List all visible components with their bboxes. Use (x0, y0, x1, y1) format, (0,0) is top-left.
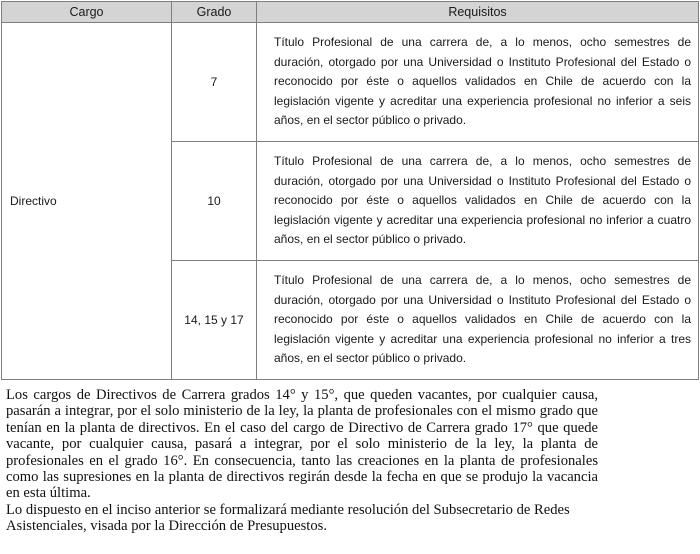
requisito-cell: Título Profesional de una carrera de, a lo menos, ocho semestres de duración, otorgado por una Universidad o Instituto Profesional del Estado o reconocido por éste o aquellos validados en Chile de acuerdo con la legislación vigente y acreditar una experiencia profesional no inferior a cuatro años, en el sector público o privado. (257, 142, 699, 261)
requisito-cell: Título Profesional de una carrera de, a lo menos, ocho semestres de duración, otorgado por una Universidad o Instituto Profesional del Estado o reconocido por éste o aquellos validados en Chile de acuerdo con la legislación vigente y acreditar una experiencia profesional no inferior a seis años, en el sector público o privado. (257, 23, 699, 142)
table-row (2, 23, 699, 142)
header-requisitos: Requisitos (257, 2, 699, 23)
paragraph-vacantes: Los cargos de Directivos de Carrera grados 14° y 15°, que queden vacantes, por cualquier causa, pasarán a integrar, por el solo ministerio de la ley, la planta de profesionales con el mismo grado que tenían en la planta de directivos. En el caso del cargo de Directivo de Carrera grado 17° que quede vacante, por cualquier causa, pasará a integrar, por el solo ministerio de la ley, la planta de profesionales en el grado 16°. En consecuencia, tanto las creaciones en la planta de profesionales como las supresiones en la planta de directivos regirán desde la fecha en que se produjo la vacancia en esta última. (6, 387, 598, 502)
body-text (6, 387, 598, 535)
table-header-row (2, 2, 699, 23)
cargo-cell: Directivo (2, 23, 172, 380)
grado-cell: 14, 15 y 17 (172, 261, 257, 380)
requisito-cell: Título Profesional de una carrera de, a lo menos, ocho semestres de duración, otorgado por una Universidad o Instituto Profesional del Estado o reconocido por éste o aquellos validados en Chile de acuerdo con la legislación vigente y acreditar una experiencia profesional no inferior a tres años, en el sector público o privado. (257, 261, 699, 380)
header-grado: Grado (172, 2, 257, 23)
paragraph-resolucion: Lo dispuesto en el inciso anterior se formalizará mediante resolución del Subsecretario de Redes Asistenciales, visada por la Dirección de Presupuestos. (6, 501, 570, 535)
grado-cell: 7 (172, 23, 257, 142)
header-cargo: Cargo (2, 2, 172, 23)
requisitos-table (1, 1, 699, 380)
grado-cell: 10 (172, 142, 257, 261)
